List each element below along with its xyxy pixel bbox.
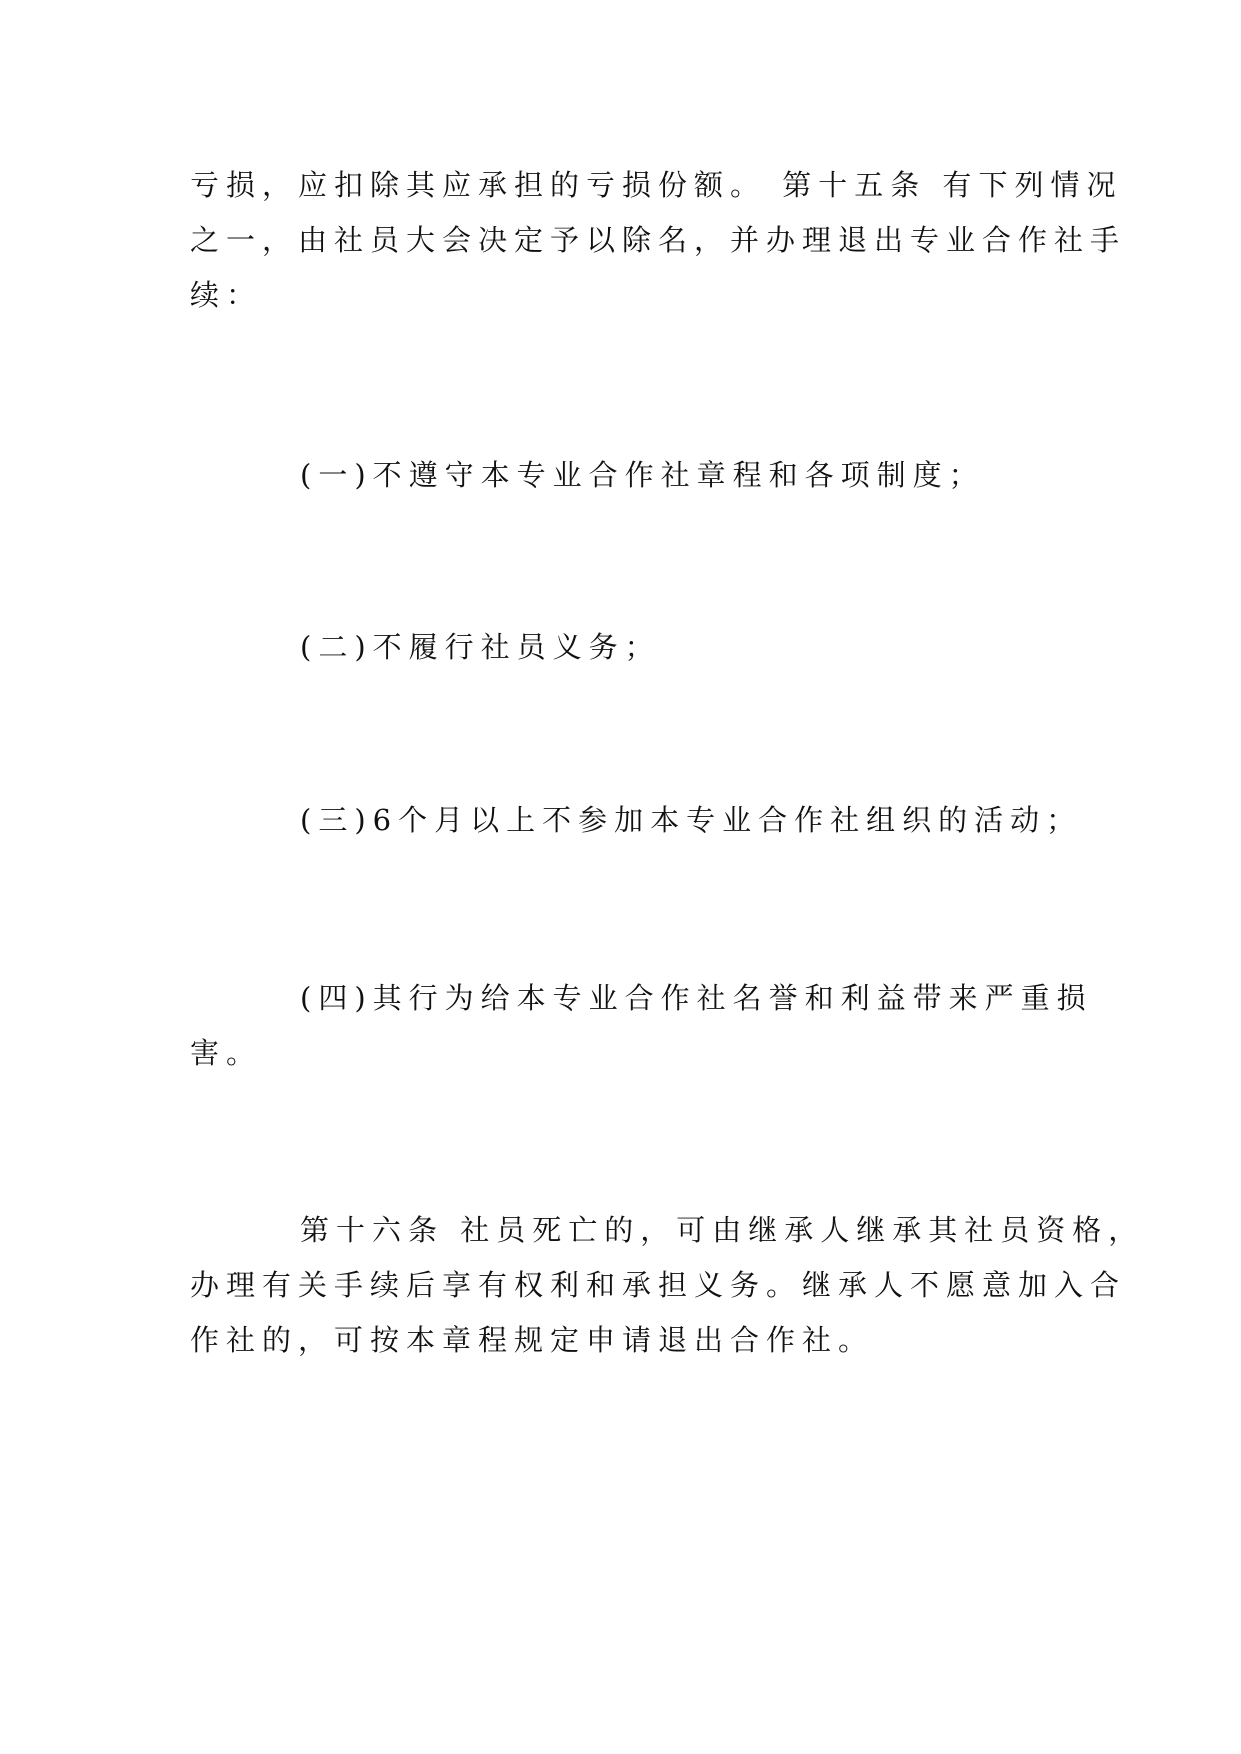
paragraph-1-line-3: 续： <box>190 278 263 312</box>
paragraph-1-line-1: 亏损，应扣除其应承担的亏损份额。 第十五条 有下列情况 <box>190 168 1123 202</box>
item-2: (二)不履行社员义务； <box>300 630 661 664</box>
article-16-line-2: 办理有关手续后享有权利和承担义务。继承人不愿意加入合 <box>190 1268 1127 1302</box>
item-1: (一)不遵守本专业合作社章程和各项制度； <box>300 458 985 492</box>
paragraph-1-line-2: 之一，由社员大会决定予以除名，并办理退出专业合作社手 <box>190 223 1127 257</box>
article-16-line-1: 第十六条 社员死亡的，可由继承人继承其社员资格， <box>300 1213 1145 1247</box>
article-16-line-3: 作社的，可按本章程规定申请退出合作社。 <box>190 1323 875 1357</box>
item-4-line-2: 害。 <box>190 1036 263 1070</box>
item-4-line-1: (四)其行为给本专业合作社名誉和利益带来严重损 <box>300 981 1093 1015</box>
item-3: (三)6个月以上不参加本专业合作社组织的活动； <box>300 803 1083 837</box>
